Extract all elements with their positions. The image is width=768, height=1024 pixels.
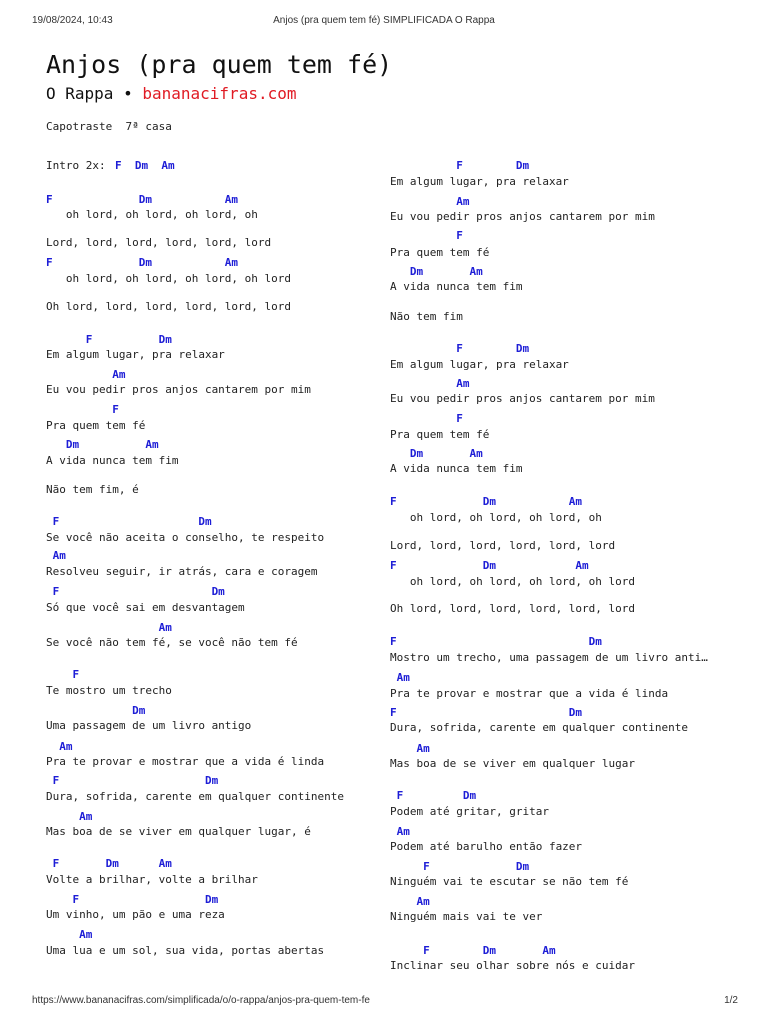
lyric-line: Lord, lord, lord, lord, lord, lord [390,539,616,552]
chord-line: F Dm Am [390,495,583,508]
lyric-line: Intro 2x: [46,159,113,172]
lyric-line: Em algum lugar, pra relaxar [390,175,569,188]
lyric-line: Pra te provar e mostrar que a vida é linda [46,755,325,768]
lyric-line: Dura, sofrida, carente em qualquer continente [46,790,345,803]
chord-line: F Dm [390,706,583,719]
lyric-line: Se você não tem fé, se você não tem fé [46,636,298,649]
chord-line: Am [390,377,470,390]
print-datetime: 19/08/2024, 10:43 [32,15,113,26]
lyric-line: Uma passagem de um livro antigo [46,719,252,732]
lyric-line: Volte a brilhar, volte a brilhar [46,873,258,886]
lyric-line: Eu vou pedir pros anjos cantarem por mim [390,392,655,405]
lyric-line: oh lord, oh lord, oh lord, oh lord [390,575,636,588]
lyric-line: Pra quem tem fé [46,419,146,432]
chord-line: Am [46,810,93,823]
lyric-line: Eu vou pedir pros anjos cantarem por mim [390,210,655,223]
lyric-line: Eu vou pedir pros anjos cantarem por mim [46,383,311,396]
chord-line: F Dm [390,159,530,172]
lyric-line: Só que você sai em desvantagem [46,601,245,614]
chord-line: F [46,403,119,416]
lyric-line: Ninguém vai te escutar se não tem fé [390,875,629,888]
chord-line: Am [390,671,410,684]
lyric-line: Te mostro um trecho [46,684,172,697]
lyric-line: oh lord, oh lord, oh lord, oh lord [46,272,292,285]
page-number: 1/2 [724,995,738,1006]
chord-line: F Dm [390,342,530,355]
lyric-line: Se você não aceita o conselho, te respeito [46,531,325,544]
chord-line: F Dm [46,893,219,906]
lyric-line: Oh lord, lord, lord, lord, lord, lord [390,602,636,615]
lyric-line: Oh lord, lord, lord, lord, lord, lord [46,300,292,313]
chord-line: F Dm [46,585,225,598]
lyric-line: Podem até gritar, gritar [390,805,549,818]
lyric-line: A vida nunca tem fim [46,454,179,467]
chord-line: F Dm [46,333,172,346]
chord-line: F Dm Am [46,857,172,870]
lyric-line: Pra quem tem fé [390,428,490,441]
chord-line: Am [46,740,73,753]
chord-line: F Dm Am [390,559,589,572]
artist-line [46,84,296,103]
chord-line: Am [390,825,410,838]
chord-line: F Dm [46,515,212,528]
capo-info: Capotraste 7ª casa [46,120,172,133]
chord-line: Dm Am [390,265,483,278]
lyric-line: Mas boa de se viver em qualquer lugar, é [46,825,311,838]
lyric-line: Mas boa de se viver em qualquer lugar [390,757,636,770]
chord-line: F [390,229,463,242]
lyric-line: Em algum lugar, pra relaxar [390,358,569,371]
chord-line: Am [46,928,93,941]
chord-line: F [390,412,463,425]
lyric-line: A vida nunca tem fim [390,462,523,475]
lyric-line: Um vinho, um pão e uma reza [46,908,225,921]
chord-line: Am [46,549,66,562]
lyric-line: Dura, sofrida, carente em qualquer continente [390,721,689,734]
lyric-line: Ninguém mais vai te ver [390,910,543,923]
song-title: Anjos (pra quem tem fé) [46,50,393,79]
chord-line: F Dm [390,789,477,802]
chord-line: F Dm [390,635,602,648]
chord-line: Am [46,368,126,381]
chord-line: F Dm Am [390,944,556,957]
lyric-line: Podem até barulho então fazer [390,840,583,853]
chord-line: Am [390,742,430,755]
lyric-line: Mostro um trecho, uma passagem de um livro anti… [390,651,708,664]
print-footer-url: https://www.bananacifras.com/simplificada/o/o-rappa/anjos-pra-quem-tem-fe [32,995,370,1006]
chord-line: Am [390,195,470,208]
lyric-line: Pra te provar e mostrar que a vida é linda [390,687,669,700]
chord-line: Am [46,621,172,634]
lyric-line: Resolveu seguir, ir atrás, cara e coragem [46,565,318,578]
chord-line: F Dm Am [46,193,239,206]
chord-line: F Dm Am [115,159,175,172]
chord-line: F Dm Am [46,256,239,269]
chord-line: F Dm [46,774,219,787]
chord-line: Dm [46,704,146,717]
chord-line: F [46,668,80,681]
chord-line: Dm Am [390,447,483,460]
lyric-line: Lord, lord, lord, lord, lord, lord [46,236,272,249]
separator-bullet: • [123,84,133,103]
lyric-line: Uma lua e um sol, sua vida, portas abertas [46,944,325,957]
lyric-line: Não tem fim [390,310,463,323]
lyric-line: oh lord, oh lord, oh lord, oh [46,208,258,221]
chord-line: Am [390,895,430,908]
lyric-line: A vida nunca tem fim [390,280,523,293]
lyric-line: Não tem fim, é [46,483,139,496]
artist-name[interactable]: O Rappa [46,84,114,103]
chord-line: F Dm [390,860,530,873]
lyric-line: Inclinar seu olhar sobre nós e cuidar [390,959,636,972]
site-link[interactable]: bananacifras.com [142,84,297,103]
print-document-title: Anjos (pra quem tem fé) SIMPLIFICADA O Rappa [273,15,495,26]
chord-line: Dm Am [46,438,159,451]
lyric-line: oh lord, oh lord, oh lord, oh [390,511,602,524]
lyric-line: Em algum lugar, pra relaxar [46,348,225,361]
lyric-line: Pra quem tem fé [390,246,490,259]
